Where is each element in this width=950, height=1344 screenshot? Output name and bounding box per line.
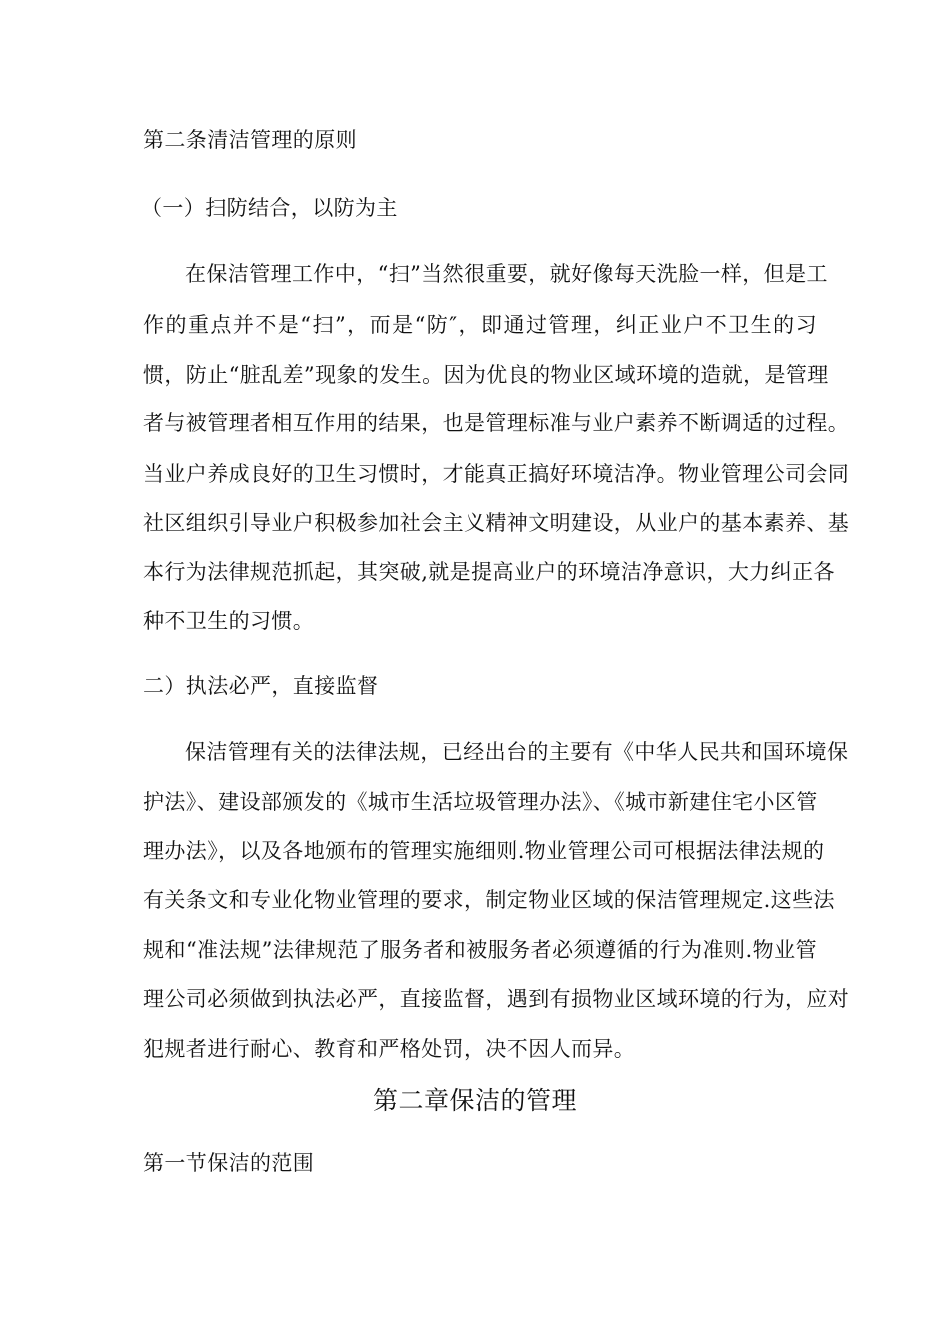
paragraph-2-line-2: 护法》、建设部颁发的《城市生活垃圾管理办法》、《城市新建住宅小区管 [143, 790, 818, 814]
chapter-title: 第二章保洁的管理 [372, 1086, 577, 1115]
section-heading-1: （一）扫防结合，以防为主 [141, 196, 398, 220]
section-title: 第一节保洁的范围 [143, 1151, 315, 1175]
paragraph-2-line-7: 犯规者进行耐心、教育和严格处罚，决不因人而异。 [143, 1037, 636, 1061]
paragraph-2-line-5: 规和“准法规”法律规范了服务者和被服务者必须遵循的行为准则.物业管 [143, 938, 817, 962]
paragraph-1-line-4: 者与被管理者相互作用的结果，也是管理标准与业户素养不断调适的过程。 [143, 411, 850, 435]
paragraph-2-line-4: 有关条文和专业化物业管理的要求，制定物业区域的保洁管理规定.这些法 [143, 888, 835, 912]
paragraph-2-line-6: 理公司必须做到执法必严，直接监督，遇到有损物业区域环境的行为，应对 [143, 987, 850, 1011]
paragraph-1-line-8: 种不卫生的习惯。 [143, 609, 315, 633]
paragraph-1-line-2: 作的重点并不是“扫”，而是“防″，即通过管理，纠正业户不卫生的习 [143, 313, 817, 337]
section-heading-2: 二）执法必严，直接监督 [143, 674, 379, 698]
paragraph-1-line-5: 当业户养成良好的卫生习惯时，才能真正搞好环境洁净。物业管理公司会同 [143, 462, 850, 486]
paragraph-2-line-3: 理办法》，以及各地颁布的管理实施细则.物业管理公司可根据法律法规的 [143, 839, 825, 863]
paragraph-1-line-1: 在保洁管理工作中，“扫”当然很重要，就好像每天洗脸一样，但是工 [185, 262, 828, 286]
paragraph-1-line-7: 本行为法律规范抓起，其突破,就是提高业户的环境洁净意识，大力纠正各 [143, 560, 835, 584]
article-heading: 第二条清洁管理的原则 [143, 128, 357, 152]
paragraph-1-line-3: 惯，防止“脏乱差”现象的发生。因为优良的物业区域环境的造就，是管理 [143, 363, 829, 387]
paragraph-2-line-1: 保洁管理有关的法律法规，已经出台的主要有《中华人民共和国环境保 [185, 740, 849, 764]
paragraph-1-line-6: 社区组织引导业户积极参加社会主义精神文明建设，从业户的基本素养、基 [143, 511, 850, 535]
